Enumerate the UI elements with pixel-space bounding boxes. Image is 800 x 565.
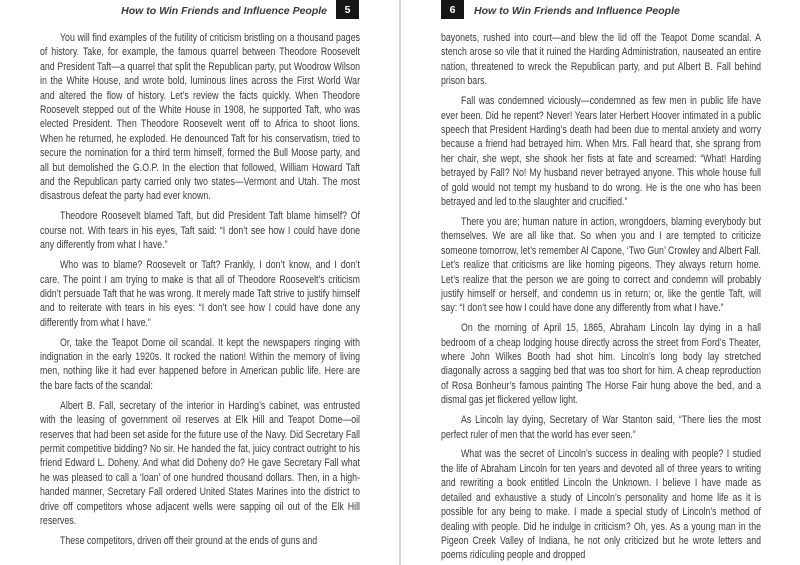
page-number-badge: 6 [441,0,464,19]
book-title: How to Win Friends and Influence People [474,5,680,17]
right-page-header [441,0,760,19]
paragraph: Theodore Roosevelt blamed Taft, but did President Taft blame himself? Of course not. With tears in his eyes, Taft said: “I don’t see how I could have done any differently from what I have.” [40,210,360,252]
paragraph: On the morning of April 15, 1865, Abraham Lincoln lay dying in a hall bedroom of a cheap lodging house directly across the street from Ford’s Theater, where John Wilkes Booth had shot him. Lincoln’s long body lay stretched diagonally across a sagging bed that was too short for him. A cheap reproduction of Rosa Bonheur’s famous painting The Horse Fair hung above the bed, and a dismal gas jet flickered yellow light. [441,322,761,407]
paragraph: bayonets, rushed into court—and blew the lid off the Teapot Dome scandal. A stench arose so vile that it ruined the Harding Administration, nauseated an entire nation, threatened to wreck the Republican party, and put Albert B. Fall behind prison bars. [441,32,761,88]
paragraph: There you are; human nature in action, wrongdoers, blaming everybody but themselves. We are all like that. So when you and I are tempted to criticize someone tomorrow, let’s remember Al Capone, ‘Two Gun’ Crowley and Albert Fall. Let’s realize that criticisms are like homing pigeons. They always return home. Let’s realize that the person we are going to correct and condemn will probably justify himself or herself, and condemn us in return; or, like the gentle Taft, will say: “I don’t see how I could have done any differently from what I have.” [441,215,761,315]
left-page-header [40,0,359,19]
paragraph: You will find examples of the futility of criticism bristling on a thousand pages of history. Take, for example, the famous quarrel between Theodore Roosevelt and President Taft—a quarrel that split the Republican party, put Woodrow Wilson in the White House, and wrote bold, luminous lines across the First World War and altered the flow of history. Let’s review the facts quickly. When Theodore Roosevelt stepped out of the White House in 1908, he supported Taft, who was elected President. Then Theodore Roosevelt went off to Africa to shoot lions. When he returned, he exploded. He denounced Taft for his conservatism, tried to secure the nomination for a third term himself, formed the Bull Moose party, and all but demolished the G.O.P. In the election that followed, William Howard Taft and the Republican party carried only two states—Vermont and Utah. The most disastrous defeat the party had ever known. [40,32,360,203]
page-left [0,0,399,565]
paragraph: Who was to blame? Roosevelt or Taft? Frankly, I don’t know, and I don’t care. The point I am trying to make is that all of Theodore Roosevelt’s criticism didn’t persuade Taft that he was wrong. It merely made Taft strive to justify himself and to reiterate with tears in his eyes: “I don’t see how I could have done any differently from what I have.” [40,259,360,329]
page-number-badge: 5 [336,0,359,19]
book-title: How to Win Friends and Influence People [121,5,327,17]
paragraph: As Lincoln lay dying, Secretary of War Stanton said, “There lies the most perfect ruler of men that the world has ever seen.” [441,414,761,441]
page-right [401,0,800,565]
paragraph: Albert B. Fall, secretary of the interior in Harding’s cabinet, was entrusted with the leasing of government oil reserves at Elk Hill and Teapot Dome—oil reserves that had been set aside for the future use of the Navy. Did Secretary Fall permit competitive bidding? No sir. He handed the fat, juicy contract outright to his friend Edward L. Doheny. And what did Doheny do? He gave Secretary Fall what he was pleased to call a ‘loan’ of one hundred thousand dollars. Then, in a high-handed manner, Secretary Fall ordered United States Marines into the district to drive off competitors whose adjacent wells were sapping oil out of the Elk Hill reserves. [40,399,360,527]
paragraph: What was the secret of Lincoln’s success in dealing with people? I studied the life of Abraham Lincoln for ten years and devoted all of three years to writing and rewriting a book entitled Lincoln the Unknown. I believe I have made as detailed and exhaustive a study of Lincoln’s personality and home life as it is possible for any being to make. I made a special study of Lincoln’s method of dealing with people. Did he indulge in criticism? Oh, yes. As a young man in the Pigeon Creek Valley of Indiana, he not only criticized but he wrote letters and poems ridiculing people and dropped [441,448,761,562]
paragraph: Or, take the Teapot Dome oil scandal. It kept the newspapers ringing with indignation in the early 1920s. It rocked the nation! Within the memory of living men, nothing like it had ever happened before in American public life. Here are the bare facts of the scandal: [40,336,360,392]
paragraph: These competitors, driven off their ground at the ends of guns and [60,534,318,547]
left-page-text [40,31,360,548]
right-page-text [441,31,761,563]
paragraph: Fall was condemned viciously—condemned as few men in public life have ever been. Did he repent? Never! Years later Herbert Hoover intimated in a public speech that President Harding’s death had been due to mental anxiety and worry because a friend had betrayed him. When Mrs. Fall heard that, she sprang from her chair, she wept, she shook her fists at fate and screamed: “What! Harding betrayed by Fall? No! My husband never betrayed anyone. This whole house full of gold would not tempt my husband to do wrong. He is the one who has been betrayed and led to the slaughter and crucified.” [441,95,761,208]
